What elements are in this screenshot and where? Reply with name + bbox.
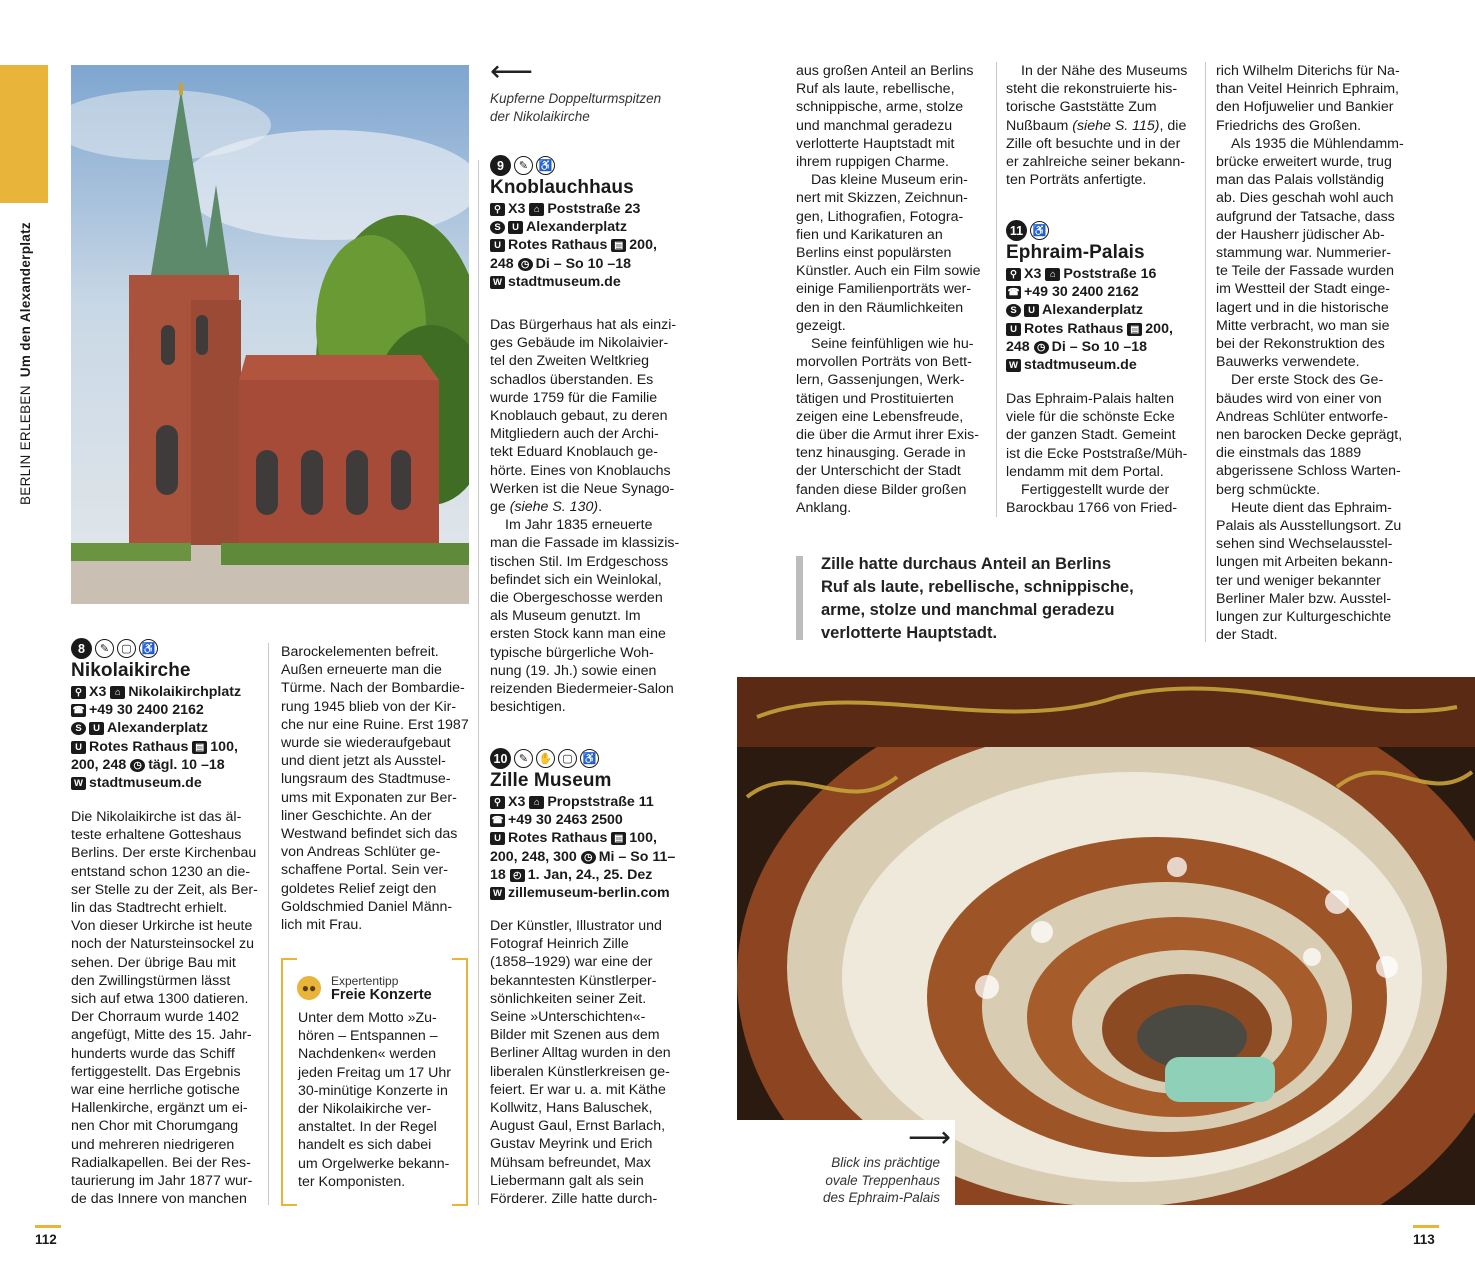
entry-icons xyxy=(490,748,682,769)
text-line: Ruf als laute, rebellische, schnippische, xyxy=(821,578,1134,596)
text-line: Berlins einst populärsten xyxy=(796,245,952,262)
text-line: lendamm mit dem Portal. xyxy=(1006,463,1164,480)
text-line: Berliner Maler bzw. Ausstel- xyxy=(1216,590,1392,607)
entry-number: 8 xyxy=(71,638,92,659)
text-line: aufgrund der Tatsache, dass xyxy=(1216,208,1395,225)
text-line: fanden diese Bilder großen xyxy=(796,481,967,498)
text-line: der ganzen Stadt. Gemeint xyxy=(1006,427,1176,444)
entry-title: Ephraim-Palais xyxy=(1006,242,1145,263)
text-line: sehen. Der übrige Bau mit xyxy=(71,954,236,971)
entry-info: ⚲ X3 ⌂ Poststraße 16 ☎ +49 30 2400 2162 S U Alexanderplatz U Rotes Rathaus ▤ 200, 248 ◷ Di – So 10 –18 W stadtmuseum.de xyxy=(1006,266,1173,374)
clock-icon: ◷ xyxy=(581,851,596,864)
text-line: (1858–1929) war eine der xyxy=(490,954,653,971)
text-line: Mitte verbracht, wo man sie xyxy=(1216,317,1390,334)
text-line: noch der Natursteinsockel zu xyxy=(71,936,254,953)
text-line: nert mit Skizzen, Zeichnun- xyxy=(796,190,968,207)
wheelchair-icon: ♿ xyxy=(580,749,599,768)
text-line: stammung war. Nummerier- xyxy=(1216,245,1392,262)
text-line: Als 1935 die Mühlendamm- xyxy=(1231,135,1404,152)
entry-title: Knoblauchhaus xyxy=(490,177,634,198)
zille-note: In der Nähe des Museums steht die rekonstruierte his- torische Gaststätte Zum Nußbaum (siehe S. 115), die Zille oft besuchte und in der er zahlreiche seiner bekann- ten Porträts anfertigte. xyxy=(1006,62,1198,189)
text-line: Bilder mit Szenen aus dem xyxy=(490,1027,660,1044)
web-icon: W xyxy=(490,276,505,289)
web-icon: W xyxy=(71,777,86,790)
tip-text xyxy=(298,1009,458,1191)
text-line: tel den Zweiten Weltkrieg xyxy=(490,353,650,370)
running-header xyxy=(18,205,33,505)
text-line: verlotterte Hauptstadt. xyxy=(821,624,998,642)
address: Poststraße 16 xyxy=(1063,266,1157,282)
nikolaikirche-photo xyxy=(71,65,469,604)
entry-title: Nikolaikirche xyxy=(71,660,191,681)
opening-hours: tägl. 10 –18 xyxy=(148,756,225,773)
text-line: zeigen eine Lebensfreude, xyxy=(796,408,964,425)
map-pin-icon: ⚲ xyxy=(1006,268,1021,281)
text-line: August Gaul, Ernst Barlach, xyxy=(490,1118,666,1135)
page-number-rule xyxy=(1413,1225,1439,1228)
column-rule xyxy=(478,160,479,1205)
text-line: tischen Stil. Im Erdgeschoss xyxy=(490,553,669,570)
text-line: man die Fassade im klassizis- xyxy=(490,535,680,552)
text-line: arme, stolze und manchmal geradezu xyxy=(821,601,1115,619)
ephraim-text xyxy=(1006,390,1198,517)
entry-number: 10 xyxy=(490,748,511,769)
text-line: Zille oft besuchte und in der xyxy=(1006,135,1181,152)
text-line: er zahlreiche seiner bekann- xyxy=(1006,154,1186,171)
ubahn-icon: U xyxy=(490,239,505,252)
text-line: und mehreren niedrigeren xyxy=(71,1136,235,1153)
bus-icon: ▤ xyxy=(611,832,626,845)
text-line: fien und Karikaturen an xyxy=(796,226,943,243)
wheelchair-icon: ♿ xyxy=(139,639,158,658)
text-line: typische bürgerliche Woh- xyxy=(490,644,654,661)
address: Propststraße 11 xyxy=(547,794,654,810)
text-line: che nur eine Ruine. Erst 1987 xyxy=(281,716,469,733)
text-line: brücke erweitert wurde, trug xyxy=(1216,154,1392,171)
text-line: tätigen und Prostituierten xyxy=(796,390,954,407)
text-line: und dient jetzt als Ausstel- xyxy=(281,753,446,770)
ubahn-icon: U xyxy=(1024,304,1039,317)
text-line: sönlichkeiten seiner Zeit. xyxy=(490,990,647,1007)
address-icon: ⌂ xyxy=(110,686,125,699)
text-line: teste erhaltene Gotteshaus xyxy=(71,827,242,844)
text-line: man das Palais vollständig xyxy=(1216,172,1384,189)
phone-icon: ☎ xyxy=(491,815,504,827)
entry-icons xyxy=(1006,220,1198,241)
text-line: Berlins. Der erste Kirchenbau xyxy=(71,845,257,862)
pullquote xyxy=(821,553,1161,645)
text-line: nung (19. Jh.) sowie einen xyxy=(490,662,657,679)
web-icon: W xyxy=(490,887,505,900)
shopping-bag-icon: ▢ xyxy=(117,639,136,658)
text-line: Westwand befindet sich das xyxy=(281,826,458,843)
text-line: te Teile der Fassade wurden xyxy=(1216,263,1394,280)
text-line: der Stadt. xyxy=(1216,627,1278,644)
text-line: Das kleine Museum erin- xyxy=(811,172,968,189)
entry-info: ⚲ X3 ⌂ Propststraße 11 ☎ +49 30 2463 2500 U Rotes Rathaus ▤ 100, 200, 248, 300 ◷ Mi – So 11– 18 ◴ 1. Jan, 24., 25. Dez W zillemuseum-berlin.com xyxy=(490,794,676,902)
text-line: den Hofjuwelier und Bankier xyxy=(1216,99,1394,116)
text-line: Knoblauch gebaut, zu deren xyxy=(490,408,668,425)
text-line: Liebermann galt als sein xyxy=(490,1172,644,1189)
shopping-bag-icon: ▢ xyxy=(558,749,577,768)
text-line: Werken ist die Neue Synago- xyxy=(490,480,675,497)
text-line: Palais als Ausstellungsort. Zu xyxy=(1216,518,1402,535)
text-line: ab. Dies geschah wohl auch xyxy=(1216,190,1394,207)
address-icon: ⌂ xyxy=(529,203,544,216)
text-line: der Unterschicht der Stadt xyxy=(796,463,961,480)
text-line: von Andreas Schlüter ge- xyxy=(281,844,441,861)
bus-icon: ▤ xyxy=(611,239,626,252)
text-line: lin das Stadtrecht erhielt. xyxy=(71,900,228,917)
map-pin-icon: ⚲ xyxy=(490,796,505,809)
ubahn-icon: U xyxy=(1006,323,1021,336)
text-line: lern, Gassenjungen, Werk- xyxy=(796,372,965,389)
text-line: Mühsam befreundet, Max xyxy=(490,1154,651,1171)
text-line: Fertiggestellt wurde der xyxy=(1021,482,1170,499)
text-line: taurierung im Jahr 1877 wur- xyxy=(71,1173,253,1190)
sbahn-icon: S xyxy=(1006,304,1021,317)
tip-bracket-left xyxy=(281,958,297,1206)
opening-hours: Di – So 10 –18 xyxy=(1051,338,1148,355)
entry-number: 9 xyxy=(490,155,511,176)
text-line: Der Chorraum wurde 1402 xyxy=(71,1009,239,1026)
phone: +49 30 2400 2162 xyxy=(89,702,204,719)
phone: +49 30 2400 2162 xyxy=(1024,284,1139,301)
column-rule xyxy=(1205,62,1206,642)
text-line: angefügt, Mitte des 15. Jahr- xyxy=(71,1027,252,1044)
text-line: than Veitel Heinrich Ephraim, xyxy=(1216,81,1399,98)
text-line: schaffene Portal. Sein ver- xyxy=(281,862,448,879)
text-line: de das Innere von manchen xyxy=(71,1191,247,1208)
entry-number: 11 xyxy=(1006,220,1027,241)
text-line: Hallenkirche, ergänzt um ei- xyxy=(71,1100,248,1117)
column-rule xyxy=(268,643,269,1205)
text-line: bekanntesten Künstlerper- xyxy=(490,972,657,989)
text-line: Das Ephraim-Palais halten xyxy=(1006,391,1174,407)
tip-label: Expertentipp xyxy=(331,974,399,988)
text-line: Im Jahr 1835 erneuerte xyxy=(505,517,653,534)
text-line: als Museum genutzt. Im xyxy=(490,608,641,625)
section-color-tab xyxy=(0,65,48,203)
chapter-label: Um den Alexanderplatz xyxy=(18,222,33,378)
page-number-rule xyxy=(35,1225,61,1228)
text-line: einige Familienporträts wer- xyxy=(796,281,972,298)
text-line: sich auf etwa 1300 datieren. xyxy=(71,991,249,1008)
text-line: lungen mit Arbeiten bekann- xyxy=(1216,554,1393,571)
entry-icons xyxy=(490,155,680,176)
text-line: war eine herrliche gotische xyxy=(71,1082,240,1099)
nikolai-text-col1 xyxy=(71,808,263,1208)
map-pin-icon: ⚲ xyxy=(490,203,505,216)
text-line: ser Stelle zu der Zeit, als Ber- xyxy=(71,881,258,898)
entry-zille-museum xyxy=(490,748,682,914)
text-line: Unter dem Motto »Zu- xyxy=(298,1010,437,1026)
text-line: nen Chor mit Chorumgang xyxy=(71,1118,239,1135)
page-number-right: 113 xyxy=(1413,1225,1439,1247)
text-line: die einstmals das 1889 xyxy=(1216,445,1362,462)
text-line: Andreas Schlüter entworfe- xyxy=(1216,408,1388,425)
text-line: nen barocken Decke geprägt, xyxy=(1216,427,1403,444)
ubahn-icon: U xyxy=(490,832,505,845)
text-line: wurde 1759 für die Familie xyxy=(490,389,658,406)
address: Nikolaikirchplatz xyxy=(128,684,242,700)
text-line: Anklang. xyxy=(796,499,852,516)
address-icon: ⌂ xyxy=(529,796,544,809)
text-line: Heute dient das Ephraim- xyxy=(1231,499,1392,516)
zille-text-continued xyxy=(796,62,992,517)
text-line: die Obergeschosse werden xyxy=(490,590,663,607)
ephraim-text-col2 xyxy=(1216,62,1414,645)
website-link[interactable]: stadtmuseum.de xyxy=(1024,357,1137,374)
text-line: rich Wilhelm Diterichs für Na- xyxy=(1216,63,1400,79)
ticket-icon: ✎ xyxy=(514,749,533,768)
text-line: bei der Rekonstruktion des xyxy=(1216,336,1385,353)
text-line: reizenden Biedermeier-Salon xyxy=(490,681,674,698)
text-line: ten Porträts anfertigte. xyxy=(1006,172,1147,189)
text-line: anstaltet. In der Regel xyxy=(298,1119,437,1136)
ticket-icon: ✎ xyxy=(514,156,533,175)
text-line: Kollwitz, Hans Baluschek, xyxy=(490,1100,653,1117)
ubahn-icon: U xyxy=(71,741,86,754)
text-line: handelt es sich dabei xyxy=(298,1137,432,1154)
clock-icon: ◷ xyxy=(518,258,533,271)
tip-title: Freie Konzerte xyxy=(331,987,432,1003)
expert-tip-box xyxy=(281,958,468,1202)
text-line: schnippische, arme, stolze xyxy=(796,99,964,116)
text-line: die über die Armut ihrer Exis- xyxy=(796,427,979,444)
text-line: Der erste Stock des Ge- xyxy=(1231,372,1384,389)
opening-hours: Di – So 10 –18 xyxy=(535,255,632,272)
text-line: Barockbau 1766 von Fried- xyxy=(1006,500,1178,517)
ubahn-icon: U xyxy=(508,221,523,234)
text-line: abgerissene Schloss Warten- xyxy=(1216,463,1401,480)
text-line: tekt Eduard Knoblauch ge- xyxy=(490,444,658,461)
text-line: Gustav Meyrink und Erich xyxy=(490,1136,653,1153)
text-line: gen, Lithografien, Fotogra- xyxy=(796,208,964,225)
text-line: ter Komponisten. xyxy=(298,1173,406,1190)
text-line: Förderer. Zille hatte durch- xyxy=(490,1191,658,1208)
sbahn-icon: S xyxy=(490,221,505,234)
text-line: ges Gebäude im Nikolaivier- xyxy=(490,335,669,352)
text-line: Der Künstler, Illustrator und xyxy=(490,918,662,934)
text-line: Nachdenken« werden xyxy=(298,1046,437,1063)
clock-icon: ◷ xyxy=(1034,341,1049,354)
sbahn-icon: S xyxy=(71,722,86,735)
text-line: Türme. Nach der Bombardie- xyxy=(281,680,465,697)
text-line: viele für die schönste Ecke xyxy=(1006,409,1175,426)
text-line: fertiggestellt. Das Ergebnis xyxy=(71,1063,241,1080)
opening-hours: Mi – So 11– xyxy=(598,848,676,865)
entry-info: ⚲ X3 ⌂ Nikolaikirchplatz ☎ +49 30 2400 2162 S U Alexanderplatz U Rotes Rathaus ▤ 100, 200, 248 ◷ tägl. 10 –18 W stadtmuseum.de xyxy=(71,684,242,792)
text-line: tenz hinausging. Gerade in xyxy=(796,445,966,462)
text-line: Bauwerks verwendete. xyxy=(1216,354,1360,371)
address-icon: ⌂ xyxy=(1045,268,1060,281)
text-line: Ruf als laute, rebellische, xyxy=(796,81,955,98)
website-link[interactable]: stadtmuseum.de xyxy=(508,273,621,290)
page-number-left: 112 xyxy=(35,1225,61,1247)
text-line: 30-minütige Konzerte in xyxy=(298,1082,448,1099)
entry-nikolaikirche xyxy=(71,638,261,804)
text-line: lungsraum des Stadtmuse- xyxy=(281,771,451,788)
wheelchair-icon: ♿ xyxy=(536,156,555,175)
zille-text xyxy=(490,917,682,1208)
pullquote-bar xyxy=(796,556,803,640)
section-label: BERLIN ERLEBEN xyxy=(18,385,33,505)
text-line: lich mit Frau. xyxy=(281,917,363,934)
column-rule xyxy=(996,62,997,517)
text-line: verlotterte Hauptstadt mit xyxy=(796,135,955,152)
text-line: goldetes Relief zeigt den xyxy=(281,880,437,897)
photo-caption-nikolai: Kupferne Doppelturmspitzen der Nikolaikirche xyxy=(490,91,662,124)
text-line: hören – Entspannen – xyxy=(298,1028,438,1045)
text-line: lagert und in die historische xyxy=(1216,299,1389,316)
text-line: ter und weniger bekannter xyxy=(1216,572,1381,589)
entry-knoblauchhaus xyxy=(490,155,680,303)
phone-icon: ☎ xyxy=(72,705,85,717)
text-line: steht die rekonstruierte his- xyxy=(1006,81,1178,98)
text-line: ersten Stock kann man eine xyxy=(490,626,666,643)
text-line: ums mit Exponaten zur Ber- xyxy=(281,789,457,806)
text-line: den Zwillingstürmen lässt xyxy=(71,972,231,989)
text-line: berg schmückte. xyxy=(1216,481,1321,498)
text-line: Das Bürgerhaus hat als einzi- xyxy=(490,317,677,333)
text-line: rung 1945 blieb von der Kir- xyxy=(281,698,457,715)
text-line: sehen sind Wechselausstel- xyxy=(1216,536,1393,553)
wheelchair-icon: ♿ xyxy=(1030,221,1049,240)
text-line: Friedrichs des Großen. xyxy=(1216,117,1362,134)
text-line: wurde sie wiederaufgebaut xyxy=(281,735,451,752)
web-icon: W xyxy=(1006,359,1021,372)
text-line: den in den Räumlichkeiten xyxy=(796,299,964,316)
text-line: In der Nähe des Museums xyxy=(1021,63,1188,79)
text-line: Seine feinfühligen wie hu- xyxy=(811,336,974,353)
text-line: der Nikolaikirche ver- xyxy=(298,1101,432,1118)
closed-days-icon: ◴ xyxy=(510,869,525,882)
cross-reference[interactable]: (siehe S. 115) xyxy=(1072,117,1160,134)
entry-info: ⚲ X3 ⌂ Poststraße 23 S U Alexanderplatz U Rotes Rathaus ▤ 200, 248 ◷ Di – So 10 –18 W stadtmuseum.de xyxy=(490,201,657,290)
entry-title: Zille Museum xyxy=(490,770,612,791)
text-line: besichtigen. xyxy=(490,699,566,716)
website-link[interactable]: stadtmuseum.de xyxy=(89,775,202,792)
text-line: feiert. Er war u. a. mit Käthe xyxy=(490,1081,666,1098)
entry-ephraim-palais xyxy=(1006,220,1198,386)
text-line: Mitgliedern auch der Archi- xyxy=(490,426,659,443)
text-line: liner Geschichte. An der xyxy=(281,807,432,824)
text-line: hunderts wurde das Schiff xyxy=(71,1045,235,1062)
cross-reference[interactable]: (siehe S. 130) xyxy=(509,499,599,516)
staircase-photo xyxy=(737,677,1475,1205)
bus-icon: ▤ xyxy=(192,741,207,754)
text-line: ihrem ruppigen Charme. xyxy=(796,154,949,171)
clock-icon: ◷ xyxy=(130,759,145,772)
text-line: aus großen Anteil an Berlins xyxy=(796,63,974,79)
text-line: um Orgelwerke bekann- xyxy=(298,1155,450,1172)
text-line: der Hausherr jüdischer Ab- xyxy=(1216,226,1385,243)
entry-icons xyxy=(71,638,261,659)
text-line: Zille hatte durchaus Anteil an Berlins xyxy=(821,555,1112,573)
text-line: hörte. Eines von Knoblauchs xyxy=(490,462,671,479)
text-line: Goldschmied Daniel Männ- xyxy=(281,898,453,915)
text-line: liberalen Künstlerkreisen ge- xyxy=(490,1063,670,1080)
text-line: Außen erneuerte man die xyxy=(281,662,442,679)
bus-icon: ▤ xyxy=(1127,323,1142,336)
phone: +49 30 2463 2500 xyxy=(508,812,623,829)
text-line: und manchmal geradezu xyxy=(796,117,953,134)
hand-icon: ✋ xyxy=(536,749,555,768)
ticket-icon: ✎ xyxy=(95,639,114,658)
text-line: schadlos überstanden. Es xyxy=(490,371,654,388)
speech-bubble-icon: ●● xyxy=(297,976,321,1000)
closed-days: 1. Jan, 24., 25. Dez xyxy=(527,866,653,883)
text-line: Barockelementen befreit. xyxy=(281,644,439,660)
text-line: Seine »Unterschichten«- xyxy=(490,1009,646,1026)
text-line: lungen zur Kulturgeschichte xyxy=(1216,609,1392,626)
text-line: ist die Ecke Poststraße/Müh- xyxy=(1006,445,1188,462)
text-line: bäudes wird von einer von xyxy=(1216,390,1382,407)
arrow-left-icon: ⟵ xyxy=(490,55,534,88)
website-link[interactable]: zillemuseum-berlin.com xyxy=(508,885,670,902)
nikolai-text-col2 xyxy=(281,643,471,934)
text-line: torische Gaststätte Zum xyxy=(1006,99,1157,116)
text-line: Von dieser Urkirche ist heute xyxy=(71,918,253,935)
text-line: im Westteil der Stadt einge- xyxy=(1216,281,1391,298)
ubahn-icon: U xyxy=(89,722,104,735)
text-line: Die Nikolaikirche ist das äl- xyxy=(71,809,242,825)
text-line: entstand schon 1230 an die- xyxy=(71,863,251,880)
text-line: Fotograf Heinrich Zille xyxy=(490,936,629,953)
text-line: jeden Freitag um 17 Uhr xyxy=(298,1064,451,1081)
address: Poststraße 23 xyxy=(547,201,641,217)
map-pin-icon: ⚲ xyxy=(71,686,86,699)
text-line: Künstler. Auch ein Film sowie xyxy=(796,263,981,280)
text-line: Berliner Alltag wurden in den xyxy=(490,1045,671,1062)
text-line: morvollen Porträts von Bett- xyxy=(796,354,972,371)
text-line: befindet sich ein Weinlokal, xyxy=(490,571,662,588)
knoblauch-text: Das Bürgerhaus hat als einzi- ges Gebäude im Nikolaivier- tel den Zweiten Weltkrieg schadlos überstanden. Es wurde 1759 für die Familie Knoblauch gebaut, zu deren Mitgliedern auch der Archi- tekt Eduard Knoblauch ge- hörte. Eines von Knoblauchs Werken ist die Neue Synago- ge (siehe S. 130). Im Jahr 1835 erneuerte man die Fassade im klassizis- tischen Stil. Im Erdgeschoss befindet sich ein Weinlokal, die Obergeschosse werden als Museum genutzt. Im ersten Stock kann man eine typische bürgerliche Woh- nung (19. Jh.) sowie einen reizenden Biedermeier-Salon besichtigen. xyxy=(490,316,682,716)
arrow-right-icon: ⟶ xyxy=(908,1121,952,1154)
phone-icon: ☎ xyxy=(1007,287,1020,299)
text-line: Radialkapellen. Bei der Res- xyxy=(71,1154,251,1171)
photo-caption-staircase: Blick ins prächtige ovale Treppenhaus des Ephraim-Palais xyxy=(822,1155,940,1205)
text-line: gezeigt. xyxy=(796,317,846,334)
